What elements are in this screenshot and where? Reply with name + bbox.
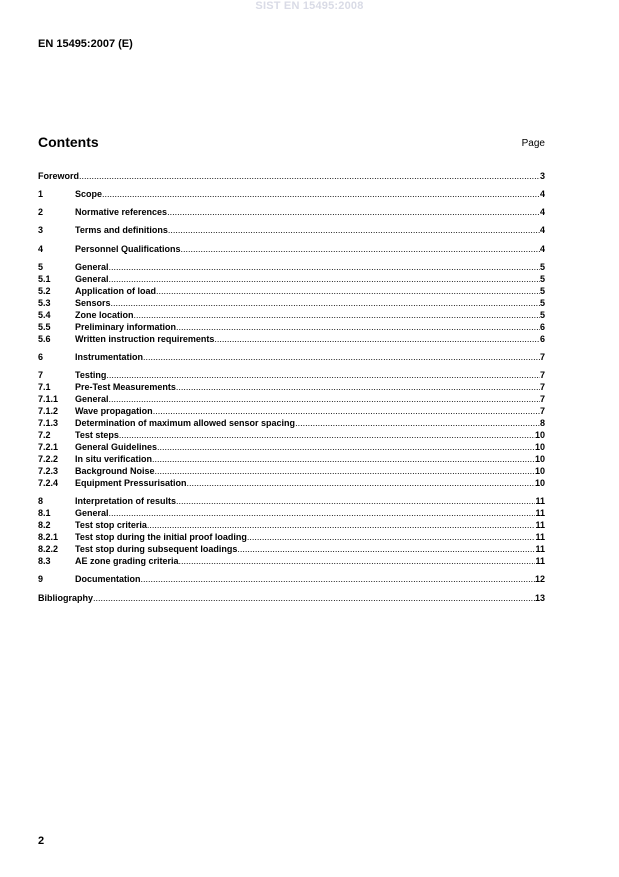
toc-section-title: Scope <box>75 189 103 199</box>
toc-section-number: 7.2.4 <box>38 478 59 488</box>
toc-dot-leader <box>147 520 536 531</box>
toc-entry[interactable] <box>38 393 545 405</box>
toc-section-title: Test stop during subsequent loadings <box>75 544 238 554</box>
toc-section-number: 7.1.1 <box>38 394 59 404</box>
toc-dot-leader <box>106 370 540 381</box>
toc-entry[interactable] <box>38 531 545 543</box>
toc-section-title: Testing <box>75 370 107 380</box>
toc-section-number: 8.1 <box>38 508 51 518</box>
toc-section-number: 4 <box>38 244 44 254</box>
toc-section-number: 8.2.1 <box>38 532 59 542</box>
toc-page-number: 5 <box>539 262 545 272</box>
toc-dot-leader <box>93 593 535 604</box>
toc-dot-leader <box>156 286 540 297</box>
toc-section-number: 7.2.1 <box>38 442 59 452</box>
toc-page-number: 10 <box>534 430 545 440</box>
toc-entry[interactable] <box>38 333 545 345</box>
toc-section-title: General Guidelines <box>75 442 158 452</box>
toc-entry[interactable] <box>38 188 545 200</box>
toc-entry[interactable] <box>38 369 545 381</box>
toc-dot-leader <box>109 508 536 519</box>
toc-entry[interactable] <box>38 243 545 255</box>
toc-section-title: Test steps <box>75 430 119 440</box>
toc-dot-leader <box>157 442 535 453</box>
toc-section-number: 7.2.2 <box>38 454 59 464</box>
toc-entry[interactable] <box>38 285 545 297</box>
toc-entry[interactable] <box>38 495 545 507</box>
toc-page-number: 10 <box>534 454 545 464</box>
toc-entry[interactable] <box>38 573 545 585</box>
toc-section-title: Personnel Qualifications <box>75 244 181 254</box>
toc-section-title: Zone location <box>75 310 134 320</box>
toc-page-number: 11 <box>535 520 545 530</box>
toc-page-number: 7 <box>539 370 545 380</box>
toc-section-number: 7.1.3 <box>38 418 59 428</box>
toc-section-title: Wave propagation <box>75 406 153 416</box>
watermark: SIST EN 15495:2008 <box>255 0 364 12</box>
toc-page-number: 11 <box>535 556 545 566</box>
toc-section-number: 5.3 <box>38 298 51 308</box>
toc-section-number: 7.2.3 <box>38 466 59 476</box>
toc-section-title: General <box>75 274 109 284</box>
toc-entry[interactable] <box>38 261 545 273</box>
toc-dot-leader <box>181 244 540 255</box>
toc-section-title: Normative references <box>75 207 168 217</box>
toc-section-number: 5 <box>38 262 44 272</box>
toc-dot-leader <box>176 496 535 507</box>
toc-section-number: 2 <box>38 207 44 217</box>
toc-section-number: 7 <box>38 370 44 380</box>
toc-page-number: 11 <box>535 532 545 542</box>
toc-page-number: 11 <box>535 508 545 518</box>
toc-page-number: 7 <box>539 352 545 362</box>
toc-dot-leader <box>119 430 535 441</box>
toc-page-number: 5 <box>539 298 545 308</box>
toc-section-number: 7.1.2 <box>38 406 59 416</box>
toc-dot-leader <box>153 406 540 417</box>
toc-page-number: 7 <box>539 382 545 392</box>
toc-section-title: Bibliography <box>38 593 94 603</box>
toc-section-number: 8.2 <box>38 520 51 530</box>
toc-entry[interactable] <box>38 453 545 465</box>
toc-dot-leader <box>109 274 540 285</box>
toc-section-title: Sensors <box>75 298 111 308</box>
toc-entry[interactable] <box>38 405 545 417</box>
toc-dot-leader <box>111 298 540 309</box>
toc-entry[interactable] <box>38 543 545 555</box>
toc-entry[interactable] <box>38 429 545 441</box>
toc-entry[interactable] <box>38 477 545 489</box>
toc-dot-leader <box>237 544 535 555</box>
toc-page-number: 4 <box>539 189 545 199</box>
toc-dot-leader <box>102 189 540 200</box>
toc-section-title: Pre-Test Measurements <box>75 382 176 392</box>
toc-section-number: 7.2 <box>38 430 51 440</box>
toc-section-number: 8.2.2 <box>38 544 59 554</box>
toc-page-number: 7 <box>539 394 545 404</box>
toc-page-number: 12 <box>534 574 545 584</box>
toc-dot-leader <box>179 556 536 567</box>
toc-page-number: 13 <box>534 593 545 603</box>
toc-section-number: 8 <box>38 496 44 506</box>
toc-section-number: 9 <box>38 574 44 584</box>
toc-section-number: 5.6 <box>38 334 51 344</box>
toc-entry[interactable] <box>38 507 545 519</box>
toc-entry[interactable] <box>38 592 545 604</box>
toc-section-title: General <box>75 262 109 272</box>
toc-section-number: 3 <box>38 225 44 235</box>
toc-section-title: Determination of maximum allowed sensor spacing <box>75 418 296 428</box>
toc-entry[interactable] <box>38 309 545 321</box>
toc-page-number: 4 <box>539 244 545 254</box>
toc-dot-leader <box>141 574 535 585</box>
toc-entry[interactable] <box>38 273 545 285</box>
toc-entry[interactable] <box>38 170 545 182</box>
toc-entry[interactable] <box>38 224 545 236</box>
toc-dot-leader <box>167 207 540 218</box>
page-column-header: Page <box>521 138 545 149</box>
toc-page-number: 3 <box>539 171 545 181</box>
toc-dot-leader <box>214 334 540 345</box>
toc-section-number: 7.1 <box>38 382 51 392</box>
toc-section-title: Application of load <box>75 286 156 296</box>
toc-section-title: Test stop during the initial proof loading <box>75 532 247 542</box>
toc-dot-leader <box>152 454 535 465</box>
toc-page-number: 11 <box>535 544 545 554</box>
toc-section-title: Equipment Pressurisation <box>75 478 187 488</box>
toc-section-title: Background Noise <box>75 466 155 476</box>
toc-dot-leader <box>109 262 540 273</box>
toc-dot-leader <box>247 532 536 543</box>
toc-section-title: Interpretation of results <box>75 496 177 506</box>
toc-section-number: 5.5 <box>38 322 51 332</box>
toc-dot-leader <box>79 171 540 182</box>
toc-section-number: 1 <box>38 189 44 199</box>
toc-section-title: In situ verification <box>75 454 153 464</box>
toc-page-number: 5 <box>539 286 545 296</box>
toc-dot-leader <box>168 225 540 236</box>
toc-dot-leader <box>176 382 540 393</box>
toc-page-number: 5 <box>539 310 545 320</box>
toc-section-title: Documentation <box>75 574 141 584</box>
toc-entry[interactable] <box>38 465 545 477</box>
toc-section-number: 6 <box>38 352 44 362</box>
toc-section-title: Foreword <box>38 171 80 181</box>
toc-section-number: 5.4 <box>38 310 51 320</box>
toc-section-title: Terms and definitions <box>75 225 168 235</box>
toc-page-number: 4 <box>539 207 545 217</box>
toc-page-number: 6 <box>539 322 545 332</box>
toc-section-number: 5.1 <box>38 274 51 284</box>
toc-dot-leader <box>143 352 540 363</box>
toc-page-number: 10 <box>534 442 545 452</box>
toc-page-number: 4 <box>539 225 545 235</box>
toc-section-title: Instrumentation <box>75 352 144 362</box>
toc-section-title: General <box>75 508 109 518</box>
toc-section-title: Written instruction requirements <box>75 334 215 344</box>
toc-dot-leader <box>155 466 535 477</box>
toc-entry[interactable] <box>38 381 545 393</box>
document-id: EN 15495:2007 (E) <box>38 38 133 50</box>
toc-entry[interactable] <box>38 297 545 309</box>
toc-page-number: 8 <box>539 418 545 428</box>
toc-dot-leader <box>134 310 540 321</box>
toc-page-number: 6 <box>539 334 545 344</box>
toc-entry[interactable] <box>38 351 545 363</box>
toc-page-number: 11 <box>535 496 545 506</box>
toc-entry[interactable] <box>38 321 545 333</box>
contents-heading: Contents <box>38 134 99 150</box>
toc-dot-leader <box>176 322 540 333</box>
toc-section-title: AE zone grading criteria <box>75 556 179 566</box>
toc-dot-leader <box>295 418 540 429</box>
toc-dot-leader <box>109 394 540 405</box>
toc-section-title: Test stop criteria <box>75 520 147 530</box>
toc-entry[interactable] <box>38 441 545 453</box>
toc-entry[interactable] <box>38 555 545 567</box>
toc-entry[interactable] <box>38 417 545 429</box>
toc-dot-leader <box>187 478 535 489</box>
toc-entry[interactable] <box>38 519 545 531</box>
toc-section-number: 5.2 <box>38 286 51 296</box>
toc-entry[interactable] <box>38 206 545 218</box>
toc-section-title: Preliminary information <box>75 322 177 332</box>
toc-section-title: General <box>75 394 109 404</box>
toc-section-number: 8.3 <box>38 556 51 566</box>
toc-page-number: 10 <box>534 478 545 488</box>
toc-page-number: 7 <box>539 406 545 416</box>
toc-page-number: 5 <box>539 274 545 284</box>
toc-page-number: 10 <box>534 466 545 476</box>
page-number: 2 <box>38 835 45 847</box>
